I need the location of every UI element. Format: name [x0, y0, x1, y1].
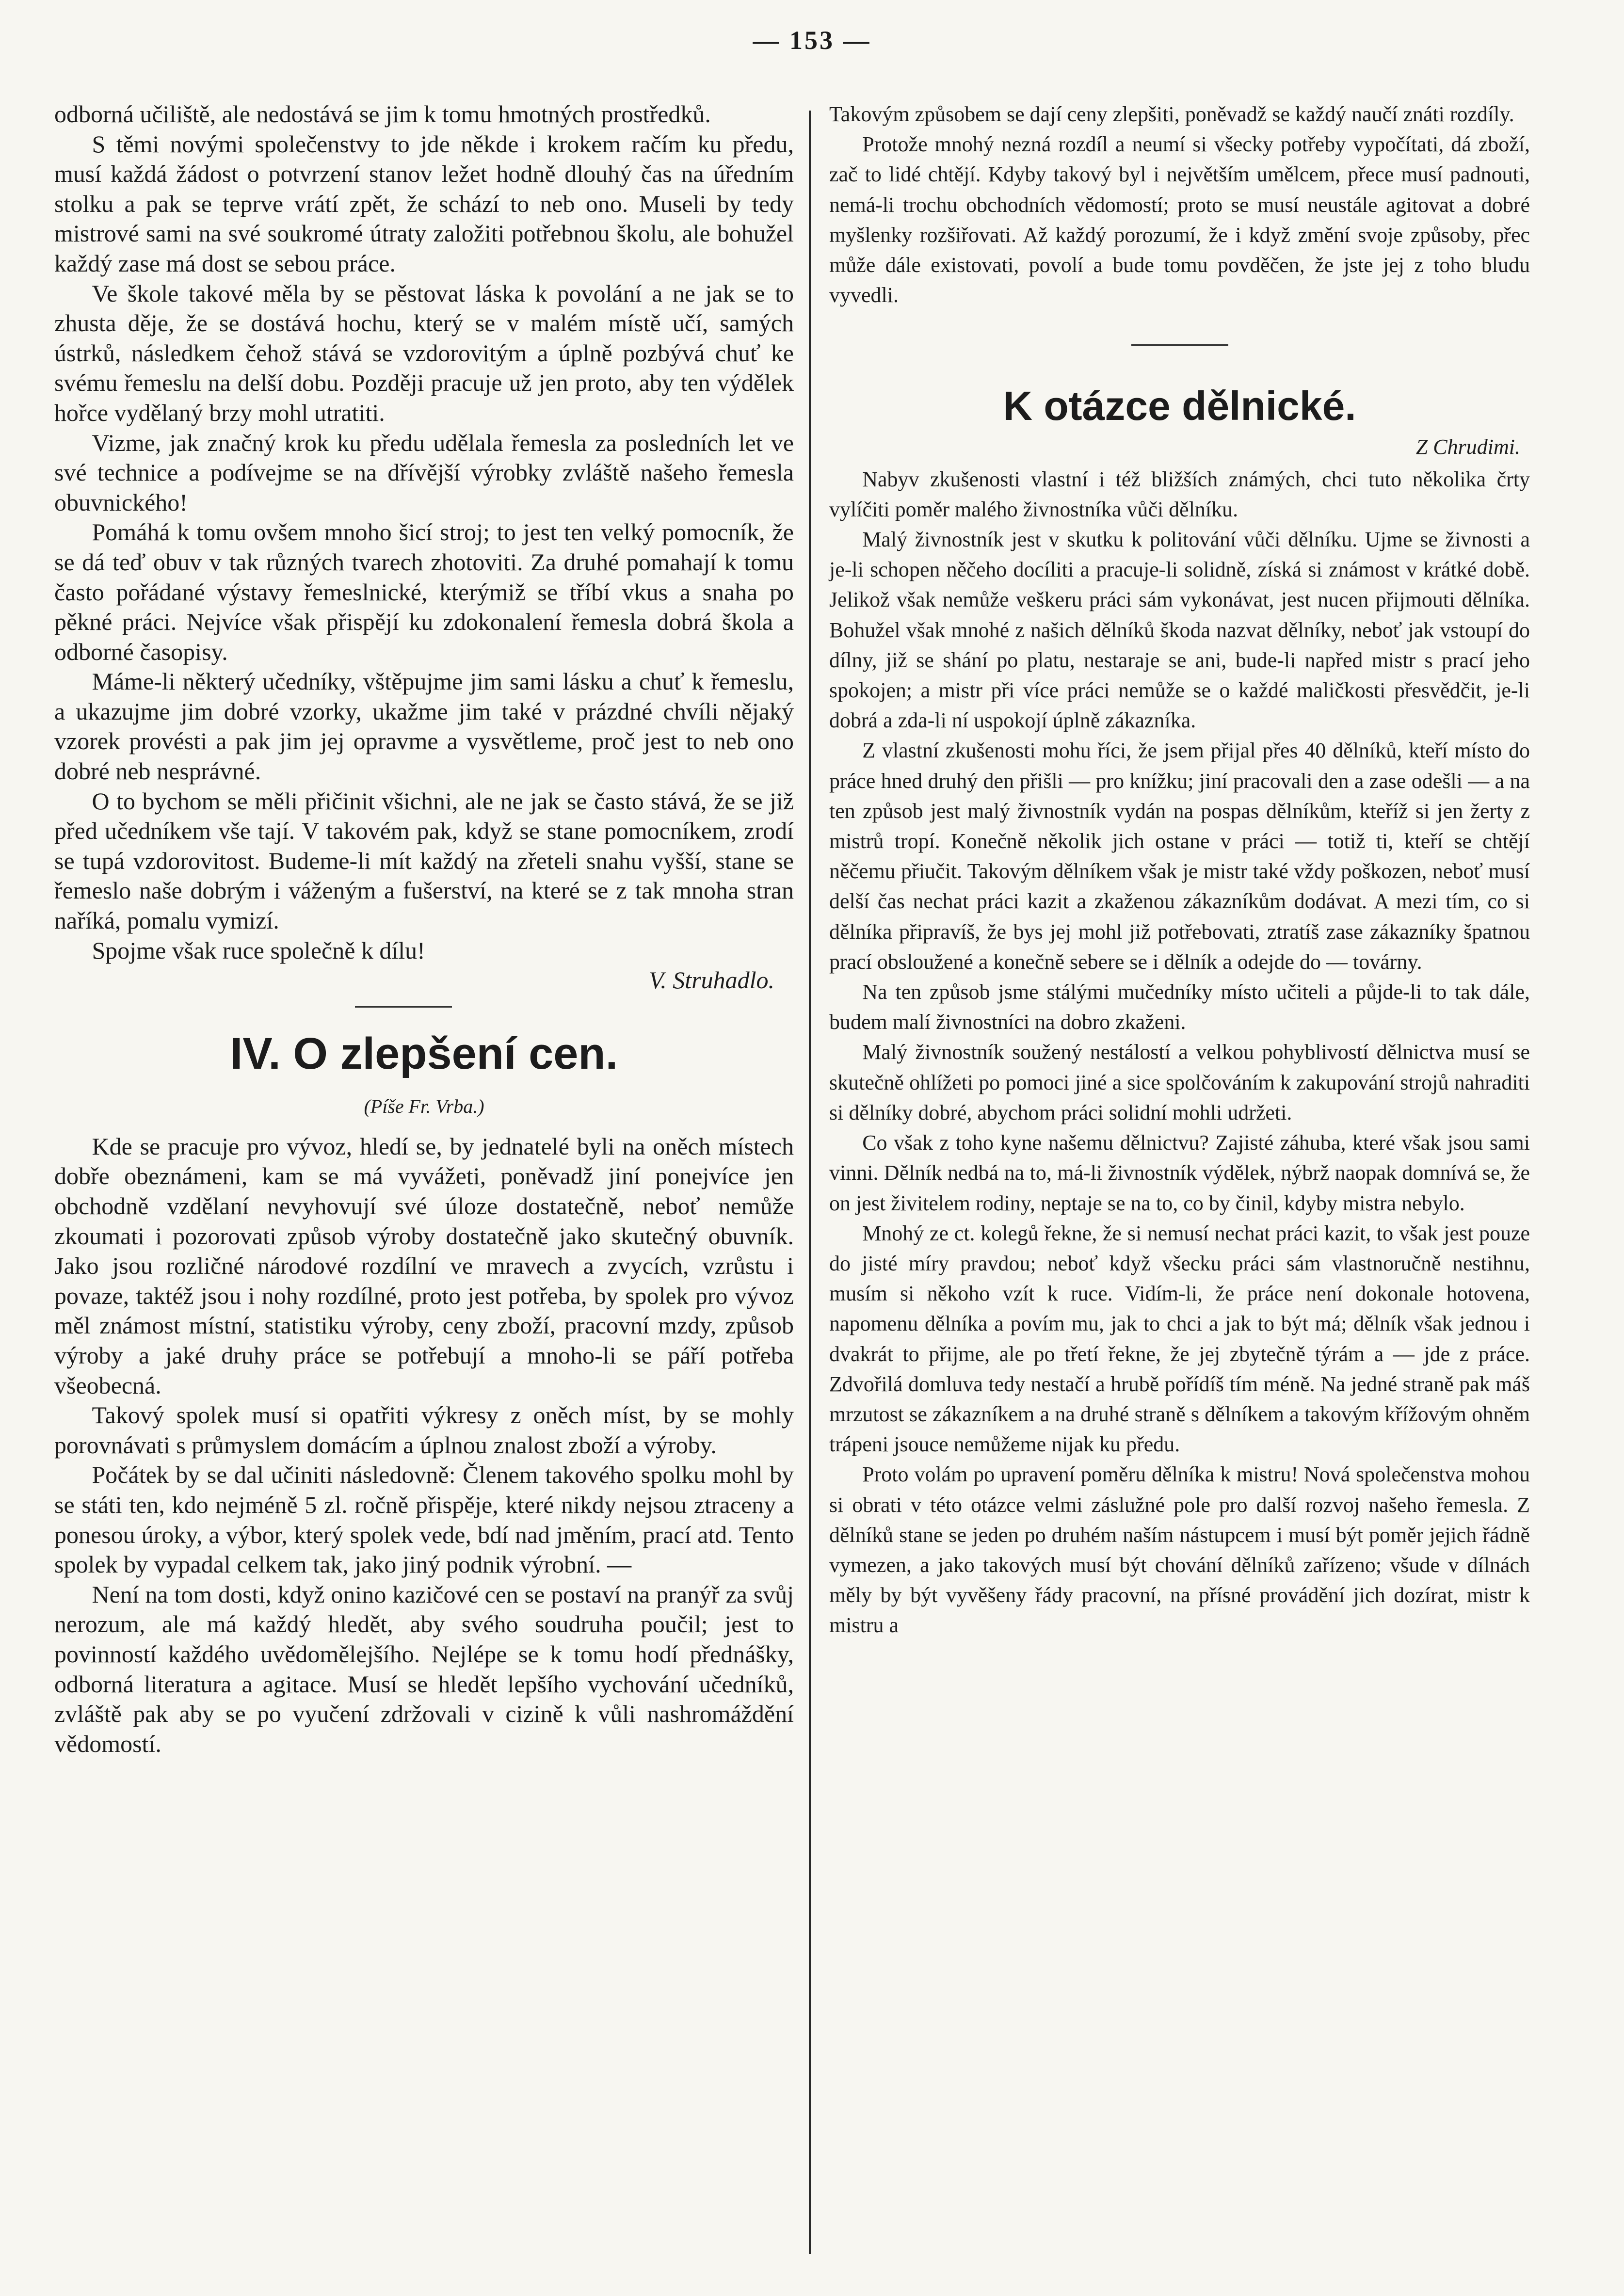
byline: Z Chrudimi.: [1415, 435, 1520, 459]
paragraph: S těmi novými společenstvy to jde někde i krokem račím ku předu, musí každá žádost o potvrzení stanov ležet hodně dlouhý čas na úředním stolku a pak se teprve vrátí zpět, že schází to neb ono. Museli by tedy mistrové sami na své soukromé útraty založiti potřebnou školu, ale bohužel každý zase má dost se sebou práce.: [54, 130, 794, 277]
paragraph: odborná učiliště, ale nedostává se jim k tomu hmotných prostředků.: [54, 100, 711, 128]
paragraph: Protože mnohý nezná rozdíl a neumí si všecky potřeby vypočítati, dá zboží, zač to lidé chtějí. Kdyby takový byl i největším umělcem, přece musí padnouti, nemá-li trochu obchodních vědomostí; proto se musí neustále agitovat a dobré myšlenky rozšiřovati. Až každý porozumí, že i když změní svoje způsoby, přec může dále existovati, povolí a bude tomu povděčen, že jste jej z toho bludu vyvedli.: [829, 132, 1530, 307]
paragraph: Nabyv zkušenosti vlastní i též bližších známých, chci tuto několika črty vylíčiti poměr malého živnostníka vůči dělníku.: [829, 467, 1530, 521]
paragraph: Co však z toho kyne našemu dělnictvu? Zajisté záhuba, které však jsou sami vinni. Dělník nedbá na to, má-li živnostník výdělek, nýbrž naopak domnívá se, že on jest živitelem rodiny, neptaje se na to, co by činil, kdyby mistra nebylo.: [829, 1131, 1530, 1215]
paragraph: Takový spolek musí si opatřiti výkresy z oněch míst, by se mohly porovnávati s průmyslem domácím a úplnou znalost zboží a výroby.: [54, 1401, 794, 1459]
paragraph: Takovým způsobem se dají ceny zlepšiti, poněvadž se každý naučí znáti rozdíly.: [829, 102, 1514, 126]
section-title: K otázce dělnické.: [1003, 383, 1356, 429]
paragraph: Máme-li některý učedníky, vštěpujme jim sami lásku a chuť k řemeslu, a ukazujme jim dobré vzorky, ukažme jim také v prázdné chvíli nějaký vzorek provésti a pak jim jej opravme a vysvětleme, proč jest to neb ono dobré neb nesprávné.: [54, 668, 794, 785]
right-column: [829, 99, 1530, 1641]
paragraph: Vizme, jak značný krok ku předu udělala řemesla za posledních let ve své technice a podívejme se na dřívější výrobky zvláště našeho řemesla obuvnického!: [54, 429, 794, 516]
column-divider: [809, 111, 811, 2254]
paragraph: Kde se pracuje pro vývoz, hledí se, by jednatelé byli na oněch místech dobře obeznámeni, kam se má vyvážeti, poněvadž jiní ponejvíce jen obchodně vzdělaní nevyhovují své úloze dostatečně, neboť nemůže zkoumati i pozorovati způsob výroby dostatečně jako skutečný obuvník. Jako jsou rozličné národové rozdílní ve mravech a zvycích, vzrůstu i povaze, taktéž jsou i nohy rozdílné, proto jest potřeba, by spolek pro vývoz měl známost místní, statistiku výroby, ceny zboží, pracovní mzdy, způsob výroby a jaké druhy práce se potřebují a mnoho-li se páří potřeba všeobecná.: [54, 1132, 794, 1399]
paragraph: Na ten způsob jsme stálými mučedníky místo učiteli a půjde-li to tak dále, budem malí živnostníci na dobro zkaženi.: [829, 980, 1530, 1034]
section-title: IV. O zlepšení cen.: [230, 1028, 618, 1078]
paragraph: Malý živnostník soužený nestálostí a velkou pohyblivostí dělnictva musí se skutečně ohlížeti po pomoci jiné a sice spolčováním k zakupování strojů nahraditi si dělníky dobré, abychom práci solidní mohli udržeti.: [829, 1040, 1530, 1124]
paragraph: Proto volám po upravení poměru dělníka k mistru! Nová společenstva mohou si obrati v této otázce velmi záslužné pole pro další rozvoj našeho řemesla. Z dělníků stane se jeden po druhém naším nástupcem i musí být poměr jejich řádně vymezen, a jako takových musí být chování dělníků zařízeno; všude v dílnách měly by být vyvěšeny řády pracovní, na přísné provádění jich dozírat, mistr k mistru a: [829, 1462, 1530, 1638]
paragraph: Ve škole takové měla by se pěstovat láska k povolání a ne jak se to zhusta děje, že se dostává hochu, který se v malém místě učí, samých ústrků, následkem čehož stává se vzdorovitým a úplně pozbývá chuť ke svému řemeslu na delší dobu. Později pracuje už jen proto, aby ten výdělek hořce vydělaný brzy mohl utratiti.: [54, 279, 794, 426]
article-separator: [1131, 344, 1228, 346]
paragraph: Z vlastní zkušenosti mohu říci, že jsem přijal přes 40 dělníků, kteří místo do práce hned druhý den přišli — pro knížku; jiní pracovali den a zase odešli — a na ten způsob jest malý živnostník vydán na pospas dělníkům, kteříž si jen žerty z mistrů tropí. Konečně několik jich ostane v práci — totiž ti, kteří se chtějí něčemu přiučit. Takovým dělníkem však je mistr také vždy poškozen, neboť musí delší čas nechat práci kazit a zkaženou zákazníkům dodávat. A mezi tím, co si dělníka připravíš, že bys jej mohl již potřebovati, ztratíš zase zákazníky špatnou prací obsloužené a konečně sebere se i dělník a odejde do — továrny.: [829, 739, 1530, 974]
article-separator: [355, 1006, 452, 1008]
paragraph: O to bychom se měli přičinit všichni, ale ne jak se často stává, že se již před učedníkem vše tají. V takovém pak, když se stane pomocníkem, zrodí se tupá vzdorovitost. Budeme-li mít každý na zřeteli snahu vyšší, stane se řemeslo naše dobrým i váženým a fušerství, na které se z tak mnoha stran naříká, pomalu vymizí.: [54, 787, 794, 934]
paragraph: Malý živnostník jest v skutku k politování vůči dělníku. Ujme se živnosti a je-li schopen něčeho docíliti a pracuje-li solidně, získá si známost v krátké době. Jelikož však nemůže veškeru práci sám vykonávat, jest nucen přijmouti dělníka. Bohužel však mnohé z našich dělníků škoda nazvat dělníky, neboť jak vstoupí do dílny, již se shání po platu, nestaraje se ani, bude-li napřed mistr s prací jeho spokojen; a mistr při více práci nemůže se o každé maličkosti přesvědčit, je-li dobrá a zda-li ní uspokojí úplně zákazníka.: [829, 528, 1530, 733]
byline: (Píše Fr. Vrba.): [364, 1095, 484, 1117]
paragraph: Počátek by se dal učiniti následovně: Členem takového spolku mohl by se státi ten, kdo nejméně 5 zl. ročně přispěje, které nikdy nejsou ztraceny a ponesou úroky, a výbor, který spolek vede, bdí nad jměním, prací atd. Tento spolek by vypadal celkem tak, jako jiný podnik výrobní. —: [54, 1461, 794, 1578]
paragraph: Spojme však ruce společně k dílu!: [92, 936, 425, 964]
paragraph: Mnohý ze ct. kolegů řekne, že si nemusí nechat práci kazit, to však jest pouze do jisté míry pravdou; neboť když všecku práci sám vlastnoručně nestihnu, musím si někoho vzít k ruce. Vidím-li, že práce není dokonale hotovena, napomenu dělníka a povím mu, jak to chci a jak to být má; dělník však jednou i dvakrát to přijme, ale po třetí řekne, že jej zbytečně týrám a — jde z práce. Zdvořilá domluva tedy nestačí a hrubě pořídíš tím méně. Na jedné straně pak máš mrzutost se zákazníkem a na druhé straně s dělníkem a takovým křížovým ohněm trápeni jsouce nemůžeme nijak ku předu.: [829, 1221, 1530, 1457]
left-column: [54, 99, 794, 1759]
author-signature: V. Struhadlo.: [649, 966, 774, 994]
paragraph: Pomáhá k tomu ovšem mnoho šicí stroj; to jest ten velký pomocník, že se dá teď obuv v tak různých tvarech zhotoviti. Za druhé pomahají k tomu často pořádané výstavy řemeslnické, kterýmiž se tříbí vkus a snaha po pěkné práci. Nejvíce však přispějí ku zdokonalení řemesla dobrá škola a odborné časopisy.: [54, 518, 794, 665]
page-number: — 153 —: [753, 26, 871, 55]
paragraph: Není na tom dosti, když onino kazičové cen se postaví na pranýř za svůj nerozum, ale má každý hledět, aby svého soudruha poučil; jest to povinností každého uvědomělejšího. Nejlépe se k tomu hodí přednášky, odborná literatura a agitace. Musí se hledět lepšího vychování učedníků, zvláště pak aby se po vyučení zdržovali v cizině k vůli nashromáždění vědomostí.: [54, 1580, 794, 1757]
